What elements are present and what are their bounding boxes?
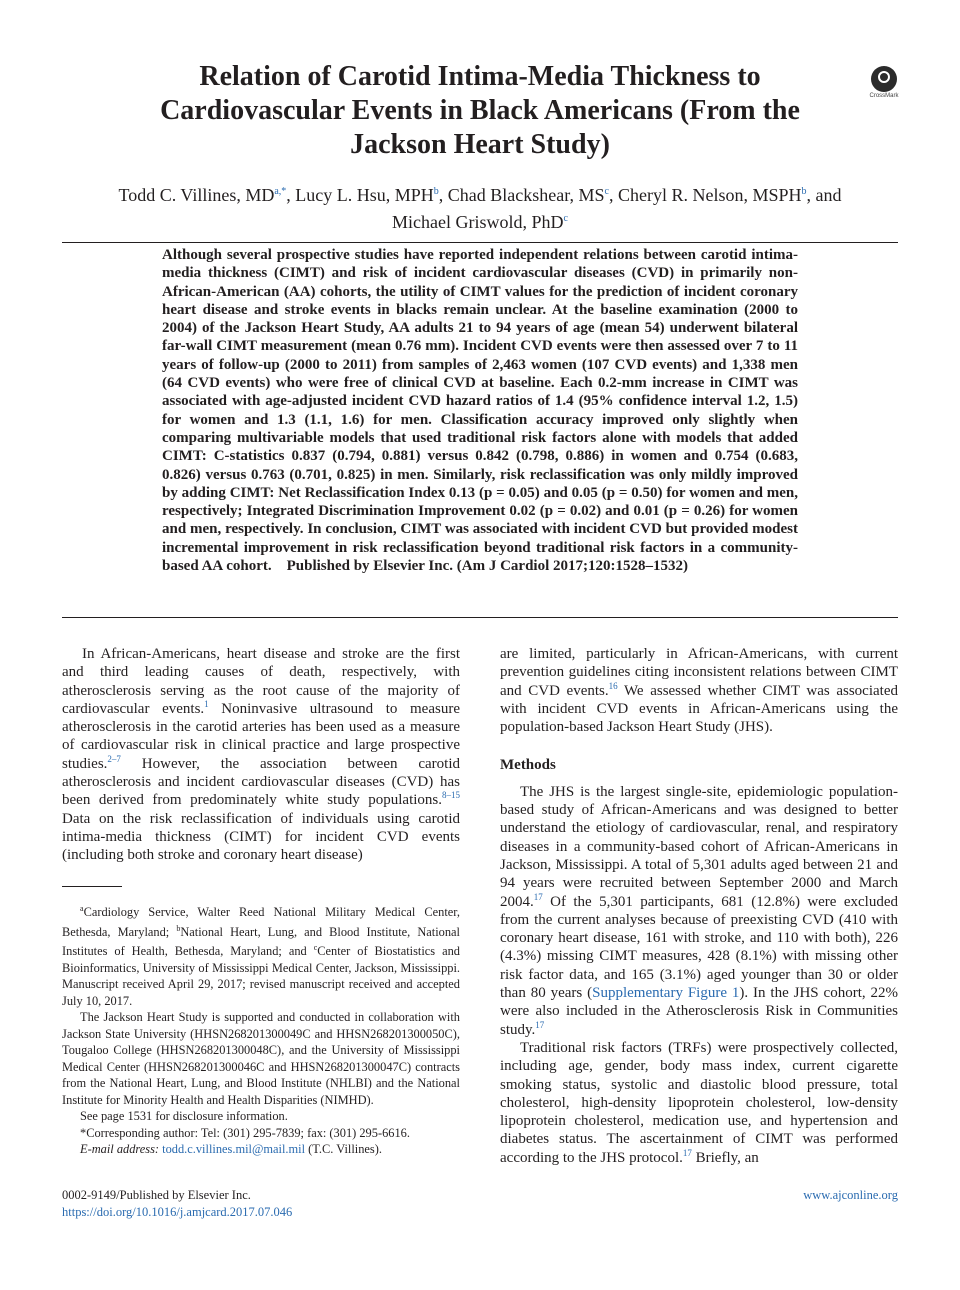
journal-website-link[interactable]: www.ajconline.org	[803, 1188, 898, 1202]
abstract-top-rule	[62, 242, 898, 243]
reference-link[interactable]: 17	[533, 891, 543, 902]
left-column	[62, 645, 460, 865]
crossmark-icon	[871, 66, 897, 92]
reference-link[interactable]: 17	[535, 1019, 545, 1030]
abstract-publisher: Published by Elsevier Inc. (Am J Cardiol 2017;120:1528–1532)	[286, 558, 688, 575]
author-separator: ,	[286, 185, 296, 205]
intro-text: However, the association between carotid atherosclerosis and incident cardiovascular diseases (CVD) has been derived from predominately white study populations.	[62, 755, 460, 809]
issn-line: 0002-9149/Published by Elsevier Inc.	[62, 1188, 251, 1202]
crossmark-badge[interactable]	[866, 66, 902, 102]
article-title: Relation of Carotid Intima-Media Thickness to Cardiovascular Events in Black Americans (From the Jackson Heart Study)	[160, 61, 800, 160]
footnotes	[62, 901, 460, 1158]
abstract-text: Although several prospective studies have reported independent relations between carotid intima-media thickness (CIMT) and risk of incident cardiovascular diseases (CVD) in primarily non-African-American (AA) cohorts, the utility of CIMT values for the prediction of incident coronary heart disease and stroke events in blacks remain unclear. At the baseline examination (2000 to 2004) of the Jackson Heart Study, AA adults 21 to 94 years of age (mean 54) underwent bilateral far-wall CIMT measurement (mean 0.76 mm). Incident CVD events were then assessed over 7 to 11 years of follow-up (2000 to 2011) from samples of 2,463 women (107 CVD events) and 1,338 men (64 CVD events) who were free of clinical CVD at baseline. Each 0.2-mm increase in CIMT was associated with age-adjusted incident CVD hazard ratios of 1.4 (95% confidence interval 1.2, 1.5) for women and 1.3 (1.1, 1.6) for men. Classification accuracy improved only slightly when comparing multivariable models that used traditional risk factors alone with models that added CIMT: C-statistics 0.837 (0.794, 0.881) versus 0.842 (0.798, 0.886) in women and 0.754 (0.683, 0.826) versus 0.763 (0.701, 0.825) in men. Similarly, risk reclassification was only mildly improved by adding CIMT: Net Reclassification Index 0.13 (p = 0.05) and 0.05 (p = 0.50) for women and men, respectively; Integrated Discrimination Improvement 0.02 (p = 0.02) and 0.01 (p = 0.26) for women and men, respectively. In conclusion, CIMT was associated with incident CVD but provided modest incremental improvement in risk reclassification beyond traditional risk factors in a community-based AA cohort.	[162, 247, 798, 575]
email-suffix: (T.C. Villines).	[305, 1142, 382, 1157]
reference-link[interactable]: 17	[682, 1147, 692, 1158]
affiliation-text: Center of Biostatistics and Bioinformatics, University of Mississippi Medical Center, Jackson, Mississippi. Manuscript received April 29, 2017; revised manuscript received and accepted July 10, 2017.	[62, 944, 460, 1008]
page-footer-right	[803, 1187, 898, 1204]
intro-text: are limited, particularly in African-Americans, with current prevention guidelines citing inconsistent relations between CIMT and CVD events.	[500, 646, 898, 699]
abstract-bottom-rule	[62, 617, 898, 618]
footnote-rule	[62, 886, 122, 887]
author-name: Chad Blackshear, MS	[447, 185, 605, 205]
author-affiliation[interactable]: a,*	[274, 186, 287, 197]
page-footer-left	[62, 1187, 292, 1221]
email-label: E-mail address:	[80, 1142, 163, 1157]
author-affiliation[interactable]: c	[604, 186, 609, 197]
affiliation-mark: a	[80, 904, 84, 913]
author-separator: ,	[609, 185, 618, 205]
methods-paragraph	[500, 1039, 898, 1167]
email-footnote	[62, 1141, 460, 1158]
methods-text: Of the 5,301 participants, 681 (12.8%) were excluded from the current analyses because of preexisting CVD (410 with coronary heart disease, 161 with stroke, and 110 with both), 226 (4.3%) missing CIMT measures, 428 (8.1%) with missing other risk factor data, and 165 (3.1%) aged younger than 30 or older than 80 years (	[500, 893, 898, 1002]
methods-paragraph	[500, 783, 898, 1039]
author-affiliation[interactable]: b	[433, 186, 439, 197]
intro-paragraph	[62, 645, 460, 865]
author-separator: , and	[806, 185, 842, 205]
author-list	[60, 180, 900, 234]
author-name: Lucy L. Hsu, MPH	[295, 185, 434, 205]
methods-heading: Methods	[500, 757, 556, 774]
author-name: Cheryl R. Nelson, MSPH	[618, 185, 802, 205]
methods-text: Traditional risk factors (TRFs) were prospectively collected, including age, gender, body mass index, current cigarette smoking status, systolic and diastolic blood pressure, total cholesterol, high-density lipoprotein cholesterol, low-density lipoprotein cholesterol, medication use, and hypertension and diabetes status. The ascertainment of CIMT was performed according to the JHS protocol.	[500, 1039, 898, 1166]
intro-text: In African-Americans, heart disease and stroke are the first and third leading causes of death, respectively, with atherosclerosis serving as the root cause of the majority of cardiovascular events.	[62, 646, 460, 717]
doi-link[interactable]: https://doi.org/10.1016/j.amjcard.2017.07.046	[62, 1205, 293, 1219]
methods-text: ). In the JHS cohort, 22% were also included in the Atherosclerosis Risk in Communities study.	[500, 985, 898, 1038]
crossmark-label: CrossMark	[869, 93, 899, 99]
author-separator: ,	[438, 185, 448, 205]
affiliation-text: Cardiology Service, Walter Reed National Military Medical Center, Bethesda, Maryland;	[62, 905, 460, 939]
intro-continuation	[500, 645, 898, 736]
reference-link[interactable]: 16	[608, 680, 618, 691]
right-column	[500, 645, 898, 1167]
reference-link[interactable]: 1	[204, 698, 209, 709]
intro-text: Data on the risk reclassification of individuals using carotid intima-media thickness (CIMT) for incident CVD events (including both stroke and coronary heart disease)	[62, 810, 460, 864]
author-name: Michael Griswold, PhD	[392, 212, 564, 232]
corresponding-author-footnote: *Corresponding author: Tel: (301) 295-7839; fax: (301) 295-6616.	[80, 1125, 410, 1140]
affiliations-footnote	[62, 901, 460, 1009]
email-link[interactable]: todd.c.villines.mil@mail.mil	[162, 1142, 306, 1157]
abstract	[162, 246, 798, 575]
author-name: Todd C. Villines, MD	[118, 185, 275, 205]
supplementary-figure-link[interactable]: Supplementary Figure 1	[592, 985, 740, 1002]
methods-text: Briefly, an	[691, 1149, 759, 1166]
reference-link[interactable]: 8–15	[442, 790, 460, 801]
affiliation-mark: c	[313, 943, 318, 953]
author-affiliation[interactable]: b	[801, 186, 807, 197]
disclosure-footnote: See page 1531 for disclosure information.	[80, 1109, 288, 1124]
intro-text: Noninvasive ultrasound to measure atherosclerosis in the carotid arteries has been used as a measure of cardiovascular risk in clinical practice and large prospective studies.	[62, 700, 460, 772]
intro-text: We assessed whether CIMT was associated with incident CVD events in African-Americans using the population-based Jackson Heart Study (JHS).	[500, 682, 898, 736]
reference-link[interactable]: 2–7	[107, 753, 121, 764]
author-affiliation[interactable]: c	[563, 213, 568, 224]
affiliation-text: National Heart, Lung, and Blood Institute, National Institutes of Health, Bethesda, Maryland; and	[62, 924, 460, 959]
affiliation-mark: b	[176, 923, 181, 933]
funding-footnote: The Jackson Heart Study is supported and conducted in collaboration with Jackson State University (HHSN268201300049C and HHSN268201300050C), Tougaloo College (HHSN268201300048C), and the University of Mississippi Medical Center (HHSN268201300046C and HHSN268201300047C) contracts from the National Heart, Lung, and Blood Institute (NHLBI) and the National Institute for Minority Health and Health Disparities (NIMHD).	[62, 1010, 460, 1107]
methods-text: The JHS is the largest single-site, epidemiologic population-based study of African-Americans and was designed to better understand the etiology of cardiovascular, renal, and respiratory diseases in a community-based cohort of African-Americans in Jackson, Mississippi. A total of 5,301 adults aged between 21 and 94 years were recruited between September 2000 and March 2004.	[500, 783, 898, 910]
